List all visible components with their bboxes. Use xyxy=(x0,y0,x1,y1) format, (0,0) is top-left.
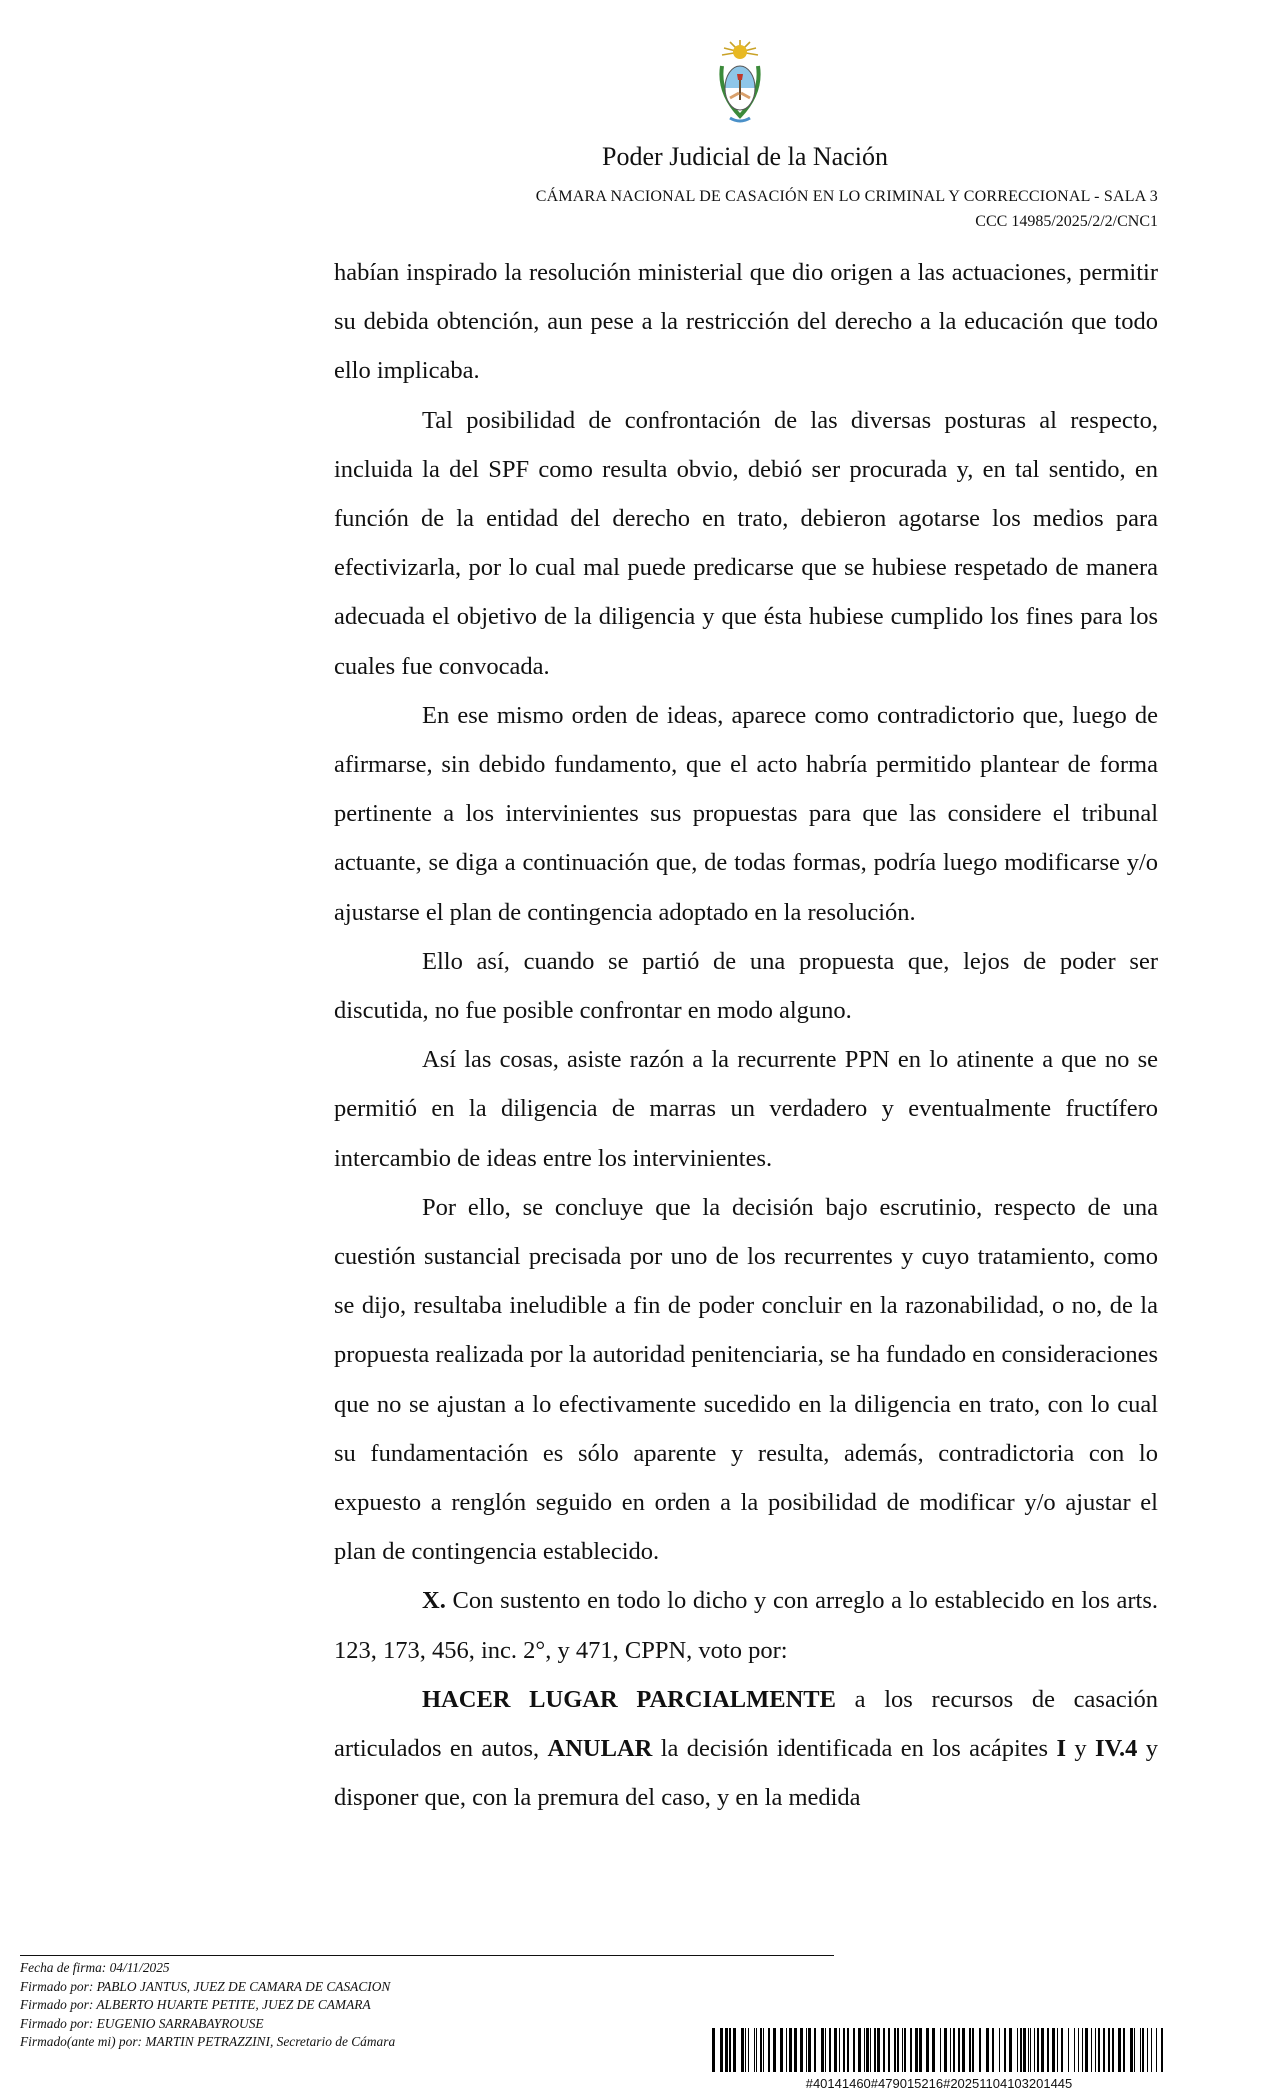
ruling-text-4: y disponer que, con la premura del caso, y en la medida xyxy=(334,1735,1159,1812)
signature-line: Firmado por: PABLO JANTUS, JUEZ DE CAMARA DE CASACION xyxy=(20,1978,391,1994)
footer-divider xyxy=(20,1955,834,1956)
national-coat-of-arms-icon xyxy=(712,38,768,126)
paragraph-2: Tal posibilidad de confrontación de las diversas posturas al respecto, incluida la del SPF como resulta obvio, debió ser procurada y, en tal sentido, en función de la entidad del derecho en trato, debieron agotarse los medios para efectivizarla, por lo cual mal puede predicarse que se hubiese respetado de manera adecuada el objetivo de la diligencia y que ésta hubiese cumplido los fines para los cuales fue convocada. xyxy=(334,406,1158,680)
ruling-bold-2: ANULAR xyxy=(547,1735,653,1763)
ruling-text-3: y xyxy=(1065,1735,1095,1763)
ruling-text-1: a los recursos de casación articulados en autos, xyxy=(334,1685,1158,1763)
paragraph-7-text: Con sustento en todo lo dicho y con arreglo a lo establecido en los arts. 123, 173, 456, inc. 2°, y 471, CPPN, voto por: xyxy=(334,1587,1158,1664)
signature-block xyxy=(20,1959,395,2052)
court-name-title: Poder Judicial de la Nación xyxy=(602,142,888,171)
paragraph-3: En ese mismo orden de ideas, aparece como contradictorio que, luego de afirmarse, sin debido fundamento, que el acto habría permitido plantear de forma pertinente a los intervinientes sus propuestas para que las considere el tribunal actuante, se diga a continuación que, de todas formas, podría luego modificarse y/o ajustarse el plan de contingencia adoptado en la resolución. xyxy=(334,701,1158,926)
ruling-text-2: la decisión identificada en los acápites xyxy=(652,1735,1057,1763)
paragraph-5: Así las cosas, asiste razón a la recurrente PPN en lo atinente a que no se permitió en la diligencia de marras un verdadero y eventualmente fructífero intercambio de ideas entre los intervinientes. xyxy=(334,1046,1158,1172)
ruling-bold-3: I xyxy=(1056,1735,1066,1763)
paragraph-6: Por ello, se concluye que la decisión bajo escrutinio, respecto de una cuestión sustancial precisada por uno de los recurrentes y cuyo tratamiento, como se dijo, resultaba ineludible a fin de poder concluir en la razonabilidad, o no, de la propuesta realizada por la autoridad penitenciaria, se ha fundado en consideraciones que no se ajustan a lo efectivamente sucedido en la diligencia en trato, con lo cual su fundamentación es sólo aparente y resulta, además, contradictoria con lo expuesto a renglón seguido en orden a la posibilidad de modificar y/o ajustar el plan de contingencia establecido. xyxy=(334,1193,1158,1566)
document-body xyxy=(334,248,1158,1823)
section-number: X. xyxy=(422,1587,446,1615)
signature-line: Firmado por: EUGENIO SARRABAYROUSE xyxy=(20,2015,264,2031)
paragraph-1: habían inspirado la resolución ministerial que dio origen a las actuaciones, permitir su debida obtención, aun pese a la restricción del derecho a la educación que todo ello implicaba. xyxy=(334,259,1158,385)
ruling-bold-1: HACER LUGAR PARCIALMENTE xyxy=(422,1685,836,1713)
signature-line: Firmado por: ALBERTO HUARTE PETITE, JUEZ DE CAMARA xyxy=(20,1997,371,2012)
ruling-bold-4: IV.4 xyxy=(1094,1735,1138,1763)
paragraph-7 xyxy=(334,1576,1158,1674)
signature-line: Firmado(ante mi) por: MARTIN PETRAZZINI, Secretario de Cámara xyxy=(20,2034,396,2049)
case-number: CCC 14985/2025/2/2/CNC1 xyxy=(975,213,1158,230)
paragraph-8 xyxy=(334,1675,1158,1823)
paragraph-4: Ello así, cuando se partió de una propuesta que, lejos de poder ser discutida, no fue posible confrontar en modo alguno. xyxy=(334,947,1158,1025)
signature-date: Fecha de firma: 04/11/2025 xyxy=(20,1960,170,1975)
chamber-name: CÁMARA NACIONAL DE CASACIÓN EN LO CRIMINAL Y CORRECCIONAL - SALA 3 xyxy=(535,188,1158,205)
barcode-number: #40141460#479015216#20251104103201445 xyxy=(805,2076,1073,2091)
barcode xyxy=(712,2028,1166,2072)
